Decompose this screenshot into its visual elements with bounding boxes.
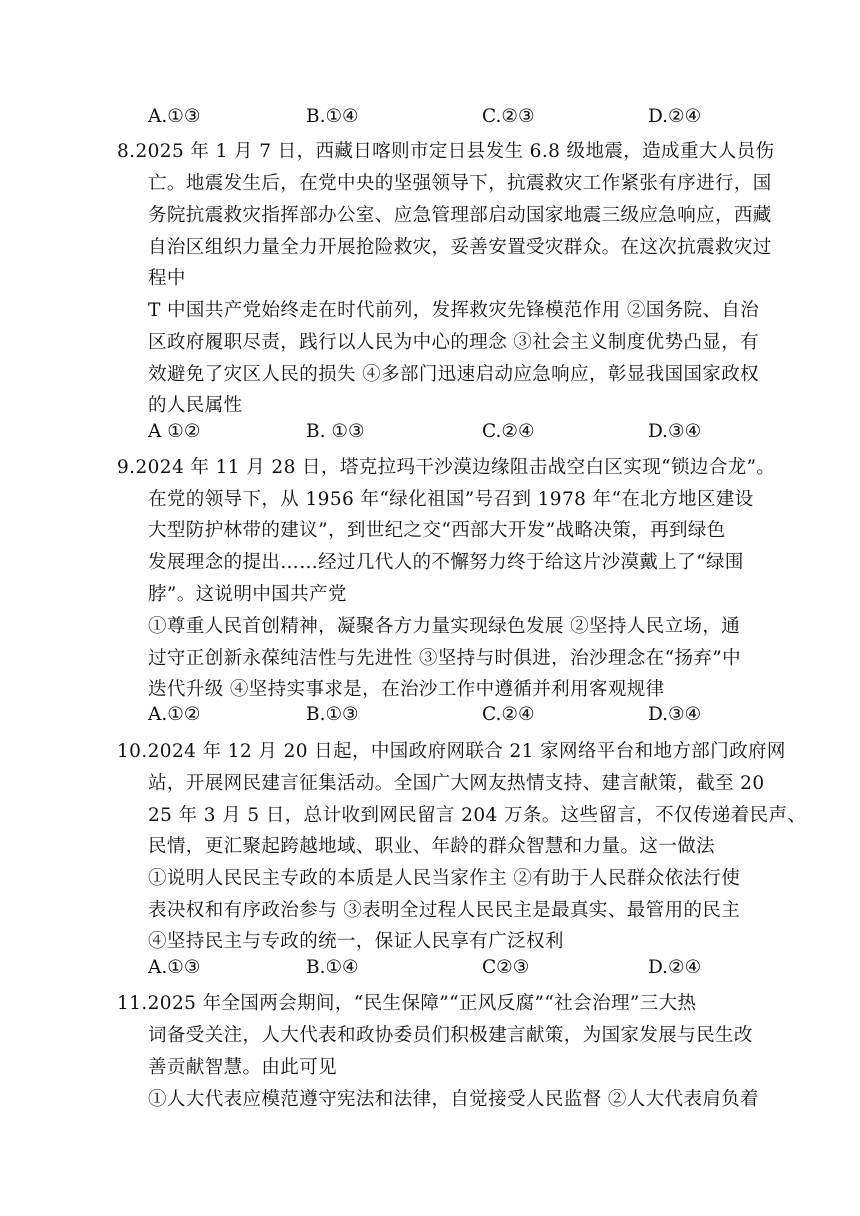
q9-stem-line: 9.2024 年 11 月 28 日，塔克拉玛干沙漠边缘阻击战空白区实现“锁边合龙”。	[117, 457, 776, 478]
q8-choice-line: 区政府履职尽责，践行以人民为中心的理念 ③社会主义制度优势凸显，有	[148, 332, 760, 353]
q8-stem-line: 务院抗震救灾指挥部办公室、应急管理部启动国家地震三级应急响应，西藏	[148, 205, 772, 226]
q11-stem-line: 11.2025 年全国两会期间，“民生保障”“正风反腐”“社会治理”三大热	[117, 993, 697, 1014]
q7-option-a: A.①③	[148, 106, 201, 127]
q10-option-b: B.①④	[306, 957, 359, 978]
q10-stem-line: 25 年 3 月 5 日，总计收到网民留言 204 万条。这些留言，不仅传递着民声、	[148, 805, 807, 826]
q8-option-b: B. ①③	[306, 421, 365, 442]
q9-stem-line: 发展理念的提出……经过几代人的不懈努力终于给这片沙漠戴上了“绿围	[148, 552, 744, 573]
q9-option-a: A.①②	[148, 704, 201, 725]
q8-options	[148, 419, 718, 445]
q11-choice-line: ①人大代表应模范遵守宪法和法律，自觉接受人民监督 ②人大代表肩负着	[148, 1089, 760, 1110]
q9-stem-line: 在党的领导下，从 1956 年“绿化祖国”号召到 1978 年“在北方地区建设	[148, 489, 754, 510]
q9-stem-line: 大型防护林带的建议”，到世纪之交“西部大开发”战略决策，再到绿色	[148, 520, 726, 541]
q9-choice-line: 过守正创新永葆纯洁性与先进性 ③坚持与时俱进，治沙理念在“扬弃”中	[148, 648, 741, 669]
q9-stem-line: 脖”。这说明中国共产党	[148, 584, 347, 605]
q9-option-b: B.①③	[306, 704, 359, 725]
q10-stem-line: 民情，更汇聚起跨越地域、职业、年龄的群众智慧和力量。这一做法	[148, 836, 716, 857]
q11-stem-line: 词备受关注，人大代表和政协委员们积极建言献策，为国家发展与民生改	[148, 1025, 753, 1046]
q7-option-d: D.②④	[648, 106, 702, 127]
q7-option-c: C.②③	[482, 106, 535, 127]
q8-option-c: C.②④	[482, 421, 535, 442]
q8-option-d: D.③④	[648, 421, 702, 442]
q7-options	[148, 104, 718, 130]
q8-stem-line: 亡。地震发生后，在党中央的坚强领导下，抗震救灾工作紧张有序进行，国	[148, 173, 772, 194]
q10-options	[148, 955, 718, 981]
q8-stem-line: 程中	[148, 268, 186, 289]
q7-option-b: B.①④	[306, 106, 359, 127]
q10-choice-line: ④坚持民主与专政的统一，保证人民享有广泛权利	[148, 931, 564, 952]
q11-stem-line: 善贡献智慧。由此可见	[148, 1057, 338, 1078]
q8-choice-line: 的人民属性	[148, 395, 243, 416]
q10-stem-line: 站，开展网民建言征集活动。全国广大网友热情支持、建言献策，截至 20	[148, 773, 765, 794]
q8-choice-line: 效避免了灾区人民的损失 ④多部门迅速启动应急响应，彰显我国国家政权	[148, 364, 760, 385]
q8-choice-line: T 中国共产党始终走在时代前列，发挥救灾先锋模范作用 ②国务院、自治	[148, 300, 760, 321]
q9-choice-line: ①尊重人民首创精神，凝聚各方力量实现绿色发展 ②坚持人民立场，通	[148, 616, 741, 637]
q10-option-d: D.②④	[648, 957, 702, 978]
q9-choice-line: 迭代升级 ④坚持实事求是，在治沙工作中遵循并利用客观规律	[148, 679, 665, 700]
q9-option-c: C.②④	[482, 704, 535, 725]
q10-option-a: A.①③	[148, 957, 201, 978]
q10-option-c: C②③	[482, 957, 530, 978]
q10-stem-line: 10.2024 年 12 月 20 日起，中国政府网联合 21 家网络平台和地方部门政府网	[117, 741, 786, 762]
q8-option-a: A ①②	[148, 421, 201, 442]
q10-choice-line: ①说明人民民主专政的本质是人民当家作主 ②有助于人民群众依法行使	[148, 868, 741, 889]
q10-choice-line: 表决权和有序政治参与 ③表明全过程人民民主是最真实、最管用的民主	[148, 900, 741, 921]
q8-stem-line: 自治区组织力量全力开展抢险救灾，妥善安置受灾群众。在这次抗震救灾过	[148, 237, 772, 258]
q8-stem-line: 8.2025 年 1 月 7 日，西藏日喀则市定日县发生 6.8 级地震，造成重大人员伤	[117, 141, 775, 162]
q9-option-d: D.③④	[648, 704, 702, 725]
q9-options	[148, 702, 718, 728]
